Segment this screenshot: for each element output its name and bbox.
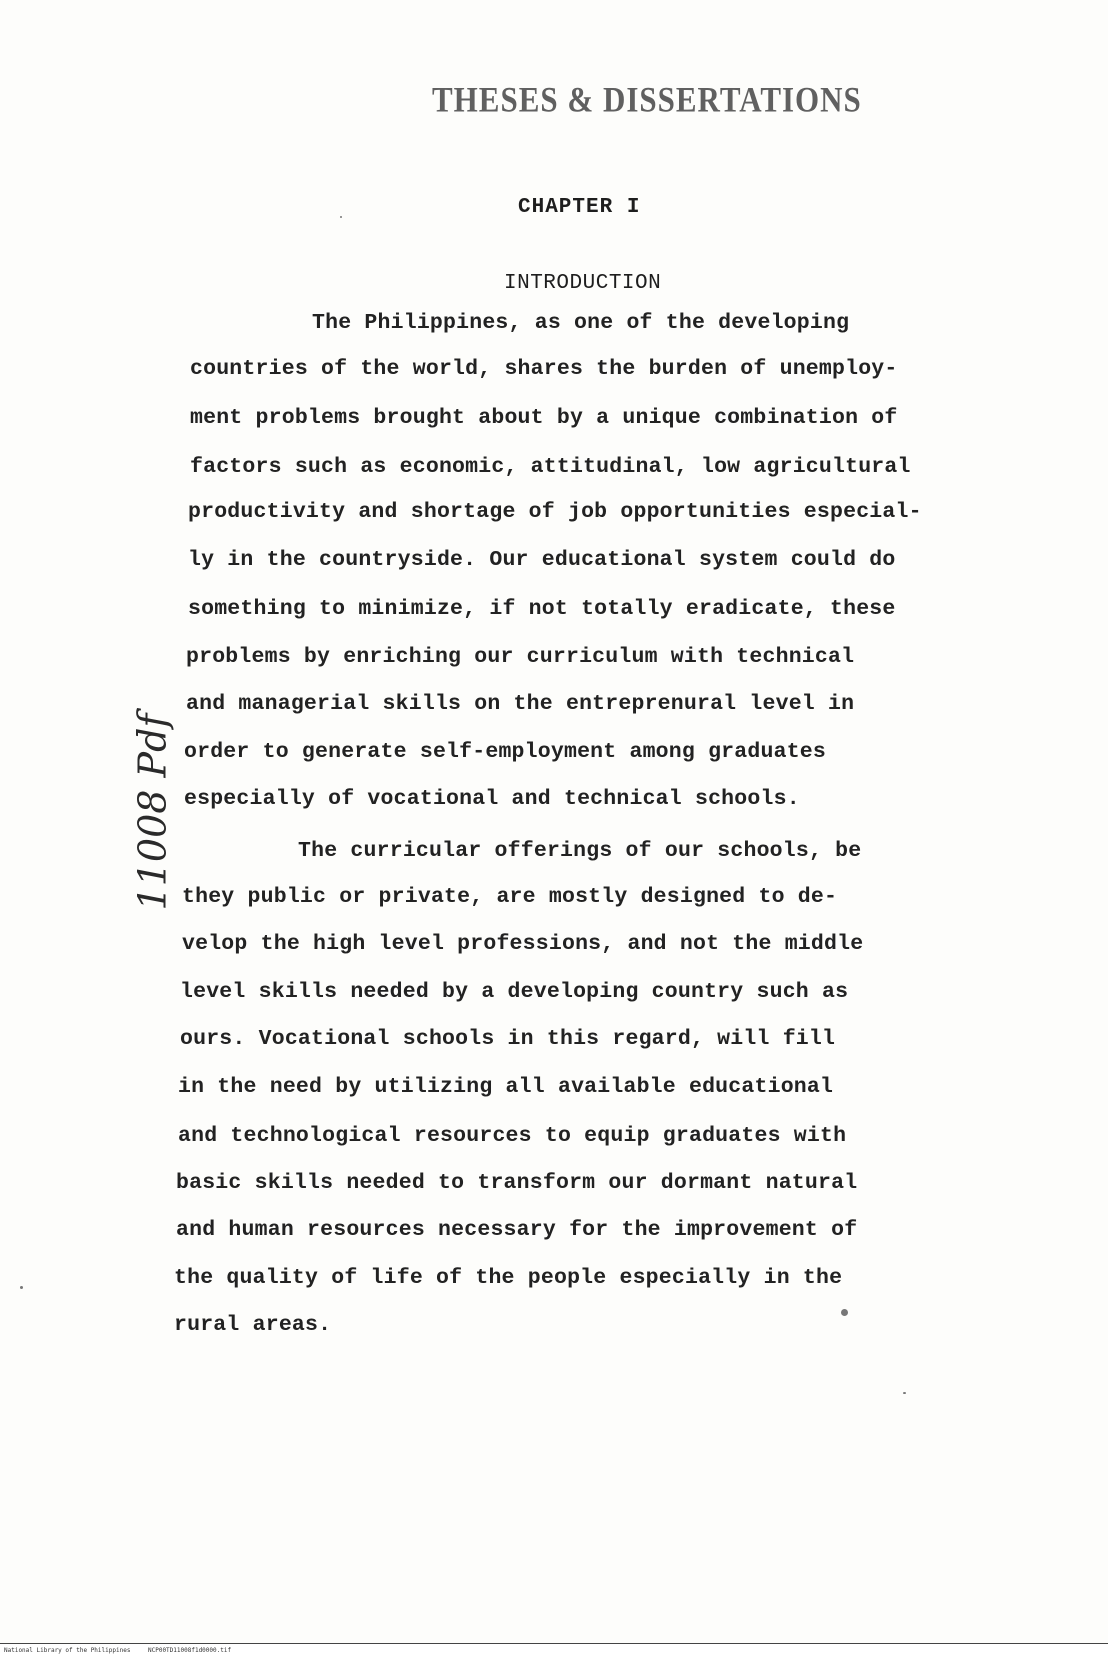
text-line: and human resources necessary for the improvement of: [176, 1218, 858, 1242]
scan-speck: [20, 1286, 23, 1289]
scan-speck: [841, 1309, 848, 1316]
theses-dissertations-stamp: THESES & DISSERTATIONS: [432, 79, 862, 120]
text-line: countries of the world, shares the burden of unemploy-: [190, 357, 898, 381]
chapter-heading: CHAPTER I: [518, 196, 641, 219]
text-line: and managerial skills on the entreprenural level in: [186, 692, 855, 716]
handwritten-margin-note: 11008 Pdf: [130, 713, 175, 911]
scan-speck: [340, 216, 342, 218]
footer-file-id: NCP00TD11008f1d0000.tif: [148, 1647, 232, 1654]
section-title: INTRODUCTION: [504, 272, 662, 295]
text-line: factors such as economic, attitudinal, low agricultural: [190, 455, 911, 479]
text-line: in the need by utilizing all available educational: [178, 1075, 834, 1099]
text-line: ment problems brought about by a unique combination of: [190, 406, 898, 430]
text-line: productivity and shortage of job opportunities especial-: [188, 500, 922, 524]
text-line: basic skills needed to transform our dormant natural: [176, 1171, 858, 1195]
text-line: The Philippines, as one of the developing: [312, 311, 850, 335]
text-line: velop the high level professions, and not the middle: [182, 932, 864, 956]
text-line: ly in the countryside. Our educational system could do: [188, 548, 896, 572]
text-line: problems by enriching our curriculum with technical: [186, 645, 855, 669]
text-line: rural areas.: [174, 1313, 332, 1337]
text-line: especially of vocational and technical schools.: [184, 787, 800, 811]
text-line: ours. Vocational schools in this regard, will fill: [180, 1027, 836, 1051]
text-line: and technological resources to equip graduates with: [178, 1124, 847, 1148]
text-line: order to generate self-employment among graduates: [184, 740, 827, 764]
footer-library: National Library of the Philippines: [4, 1647, 131, 1654]
scan-speck: [903, 1392, 906, 1394]
scan-footer: [0, 1643, 1108, 1658]
text-line: The curricular offerings of our schools, be: [298, 839, 862, 863]
text-line: level skills needed by a developing country such as: [180, 980, 849, 1004]
text-line: the quality of life of the people especially in the: [174, 1266, 843, 1290]
text-line: they public or private, are mostly designed to de-: [182, 885, 838, 909]
text-line: something to minimize, if not totally eradicate, these: [188, 597, 896, 621]
